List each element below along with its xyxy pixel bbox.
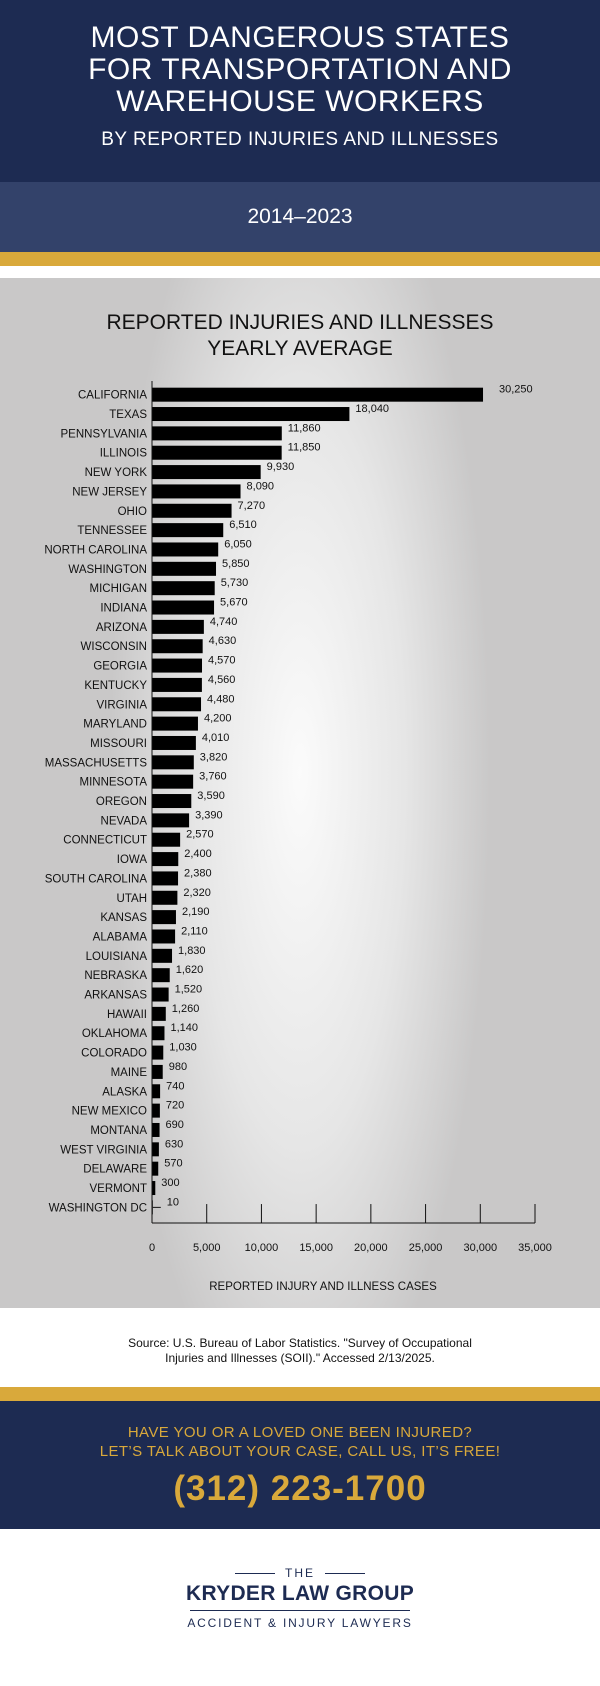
bar [152, 1084, 160, 1098]
value-label: 11,850 [287, 441, 321, 454]
value-label: 5,730 [220, 577, 249, 590]
bar [152, 484, 241, 498]
logo-name: KRYDER LAW GROUP [185, 1582, 415, 1605]
bar [152, 1104, 160, 1118]
bar [152, 1007, 166, 1021]
value-label: 5,850 [222, 557, 250, 570]
value-label: 1,260 [171, 1002, 200, 1015]
value-label: 3,820 [199, 751, 228, 764]
value-label: 1,140 [170, 1022, 199, 1035]
x-tick-label: 5,000 [192, 1242, 221, 1255]
category-label: WEST VIRGINIA [60, 1144, 147, 1157]
category-label: TENNESSEE [77, 525, 147, 538]
title-line-2: FOR TRANSPORTATION AND [88, 53, 512, 86]
value-label: 690 [165, 1118, 184, 1131]
bar [152, 775, 193, 789]
category-label: UTAH [116, 892, 147, 905]
x-tick-label: 30,000 [463, 1242, 498, 1255]
gold-divider-top [0, 252, 600, 266]
category-label: CALIFORNIA [77, 389, 147, 402]
gold-divider-bottom [0, 1387, 600, 1401]
value-label: 4,010 [201, 731, 230, 744]
value-label: 1,830 [178, 944, 206, 957]
bar [152, 388, 483, 402]
bar [152, 871, 178, 885]
source-citation [60, 1336, 540, 1366]
bar [152, 794, 191, 808]
value-label: 8,090 [246, 480, 275, 493]
value-label: 4,480 [207, 693, 235, 706]
value-label: 2,570 [186, 828, 214, 841]
x-tick-label: 25,000 [408, 1242, 443, 1255]
cta-line-2: LET’S TALK ABOUT YOUR CASE, CALL US, IT’S FREE! [99, 1443, 501, 1460]
value-label: 2,110 [181, 925, 208, 938]
category-label: MARYLAND [83, 718, 147, 731]
category-label: ALASKA [102, 1086, 147, 1099]
bar [152, 755, 194, 769]
value-label: 4,560 [207, 673, 236, 686]
category-label: DELAWARE [83, 1163, 147, 1176]
x-axis-label: REPORTED INJURY AND ILLNESS CASES [209, 1281, 437, 1293]
bar-chart [0, 278, 600, 1308]
source-line-1: Source: U.S. Bureau of Labor Statistics. "Survey of Occupational [128, 1336, 472, 1350]
source-line-2: Injuries and Illnesses (SOII)." Accessed 2/13/2025. [165, 1351, 435, 1365]
value-label: 9,930 [266, 461, 295, 474]
x-tick-label: 15,000 [299, 1242, 333, 1255]
bar [152, 639, 203, 653]
category-label: NEBRASKA [84, 970, 147, 983]
category-label: NEVADA [100, 815, 147, 828]
value-label: 30,250 [499, 383, 533, 396]
value-label: 570 [164, 1157, 183, 1170]
bar [152, 1046, 163, 1060]
value-label: 2,400 [184, 848, 212, 861]
category-label: NEW MEXICO [71, 1105, 147, 1118]
category-label: VERMONT [89, 1183, 147, 1196]
logo-rule [190, 1610, 410, 1611]
value-label: 3,590 [197, 790, 225, 803]
category-label: SOUTH CAROLINA [44, 873, 147, 886]
value-label: 3,760 [199, 770, 227, 783]
x-tick-label: 10,000 [244, 1242, 279, 1255]
bar [152, 601, 214, 615]
value-label: 1,520 [174, 983, 203, 996]
value-label: 980 [168, 1060, 188, 1073]
category-label: OHIO [117, 505, 147, 518]
value-label: 2,380 [184, 867, 212, 880]
value-label: 1,030 [169, 1041, 197, 1054]
bar [152, 407, 349, 421]
date-range: 2014–2023 [247, 205, 353, 228]
cta-line-1: HAVE YOU OR A LOVED ONE BEEN INJURED? [127, 1424, 473, 1441]
value-label: 5,670 [220, 596, 248, 609]
value-label: 10 [166, 1196, 180, 1209]
value-label: 2,320 [183, 886, 211, 899]
bar [152, 659, 202, 673]
category-label: NEW YORK [84, 467, 147, 480]
category-label: NEW JERSEY [72, 486, 147, 499]
call-to-action-banner [0, 1401, 600, 1529]
value-label: 18,040 [355, 403, 390, 416]
bars-layer [44, 384, 532, 1215]
bar [152, 717, 198, 731]
value-label: 6,510 [229, 519, 257, 532]
bar [152, 968, 170, 982]
category-label: CONNECTICUT [63, 834, 147, 847]
value-label: 740 [166, 1080, 185, 1093]
category-label: COLORADO [81, 1047, 147, 1060]
bar [152, 426, 282, 440]
bar [152, 678, 202, 692]
value-label: 720 [165, 1099, 185, 1112]
x-tick-label: 0 [148, 1242, 156, 1255]
category-label: NORTH CAROLINA [44, 544, 147, 557]
category-label: MASSACHUSETTS [44, 757, 147, 770]
bar [152, 562, 216, 576]
chart-panel [0, 278, 600, 1308]
category-label: MONTANA [90, 1124, 147, 1137]
bar [152, 833, 180, 847]
bar [152, 891, 177, 905]
logo-line-left [235, 1573, 275, 1574]
category-label: HAWAII [106, 1008, 147, 1021]
x-tick-label: 35,000 [518, 1242, 552, 1255]
category-label: LOUISIANA [85, 950, 147, 963]
category-label: PENNSYLVANIA [60, 428, 147, 441]
category-label: WISCONSIN [80, 641, 147, 654]
category-label: IOWA [116, 854, 147, 867]
kryder-law-group-logo[interactable] [180, 1566, 420, 1630]
bar [152, 949, 172, 963]
page-subtitle: BY REPORTED INJURIES AND ILLNESSES [101, 129, 499, 150]
category-label: ARIZONA [95, 621, 147, 634]
category-label: ILLINOIS [99, 447, 147, 460]
page-title [0, 22, 600, 118]
phone-number-link[interactable]: (312) 223-1700 [173, 1469, 427, 1508]
bar [152, 1026, 164, 1040]
bar [152, 446, 282, 460]
logo-tagline: ACCIDENT & INJURY LAWYERS [187, 1616, 413, 1630]
bar [152, 523, 223, 537]
bar [152, 697, 201, 711]
value-label: 4,630 [208, 635, 237, 648]
x-tick-label: 20,000 [354, 1242, 388, 1255]
chart-title-line-2: YEARLY AVERAGE [207, 337, 393, 360]
header-banner [0, 0, 600, 182]
category-label: WASHINGTON [68, 563, 147, 576]
bar [152, 504, 232, 518]
value-label: 1,620 [175, 964, 204, 977]
category-label: KANSAS [100, 912, 147, 925]
bar [152, 929, 175, 943]
bar [152, 1162, 158, 1176]
chart-title-line-1: REPORTED INJURIES AND ILLNESSES [106, 311, 494, 334]
category-label: VIRGINIA [96, 699, 147, 712]
bar [152, 1065, 163, 1079]
category-label: OREGON [95, 796, 147, 809]
bar [152, 465, 261, 479]
category-label: TEXAS [109, 409, 147, 422]
title-line-3: WAREHOUSE WORKERS [116, 85, 484, 118]
bar [152, 581, 215, 595]
category-label: ARKANSAS [84, 989, 147, 1002]
logo-the: THE [285, 1566, 315, 1580]
title-line-1: MOST DANGEROUS STATES [90, 21, 510, 54]
value-label: 2,190 [181, 906, 210, 919]
category-label: MINNESOTA [79, 776, 147, 789]
category-label: GEORGIA [93, 660, 147, 673]
value-label: 11,860 [287, 422, 321, 435]
category-label: OKLAHOMA [81, 1028, 147, 1041]
bar [152, 910, 176, 924]
bar [152, 1142, 159, 1156]
value-label: 4,200 [203, 712, 232, 725]
bar [152, 736, 196, 750]
value-label: 4,740 [209, 615, 238, 628]
value-label: 630 [164, 1138, 184, 1151]
logo-line-right [325, 1573, 365, 1574]
bar [152, 852, 178, 866]
bar [152, 813, 189, 827]
value-label: 4,570 [208, 654, 236, 667]
category-label: INDIANA [100, 602, 147, 615]
category-label: MISSOURI [90, 737, 147, 750]
bar [152, 988, 169, 1002]
bar [152, 542, 218, 556]
date-range-band [0, 182, 600, 252]
category-label: MICHIGAN [89, 583, 147, 596]
value-label: 7,270 [237, 499, 266, 512]
category-label: MAINE [110, 1066, 147, 1079]
category-label: WASHINGTON DC [48, 1202, 147, 1215]
value-label: 3,390 [195, 809, 223, 822]
bar [152, 1123, 160, 1137]
value-label: 6,050 [224, 538, 252, 551]
value-label: 300 [161, 1177, 180, 1190]
bar [152, 620, 204, 634]
category-label: ALABAMA [92, 931, 147, 944]
category-label: KENTUCKY [84, 679, 147, 692]
